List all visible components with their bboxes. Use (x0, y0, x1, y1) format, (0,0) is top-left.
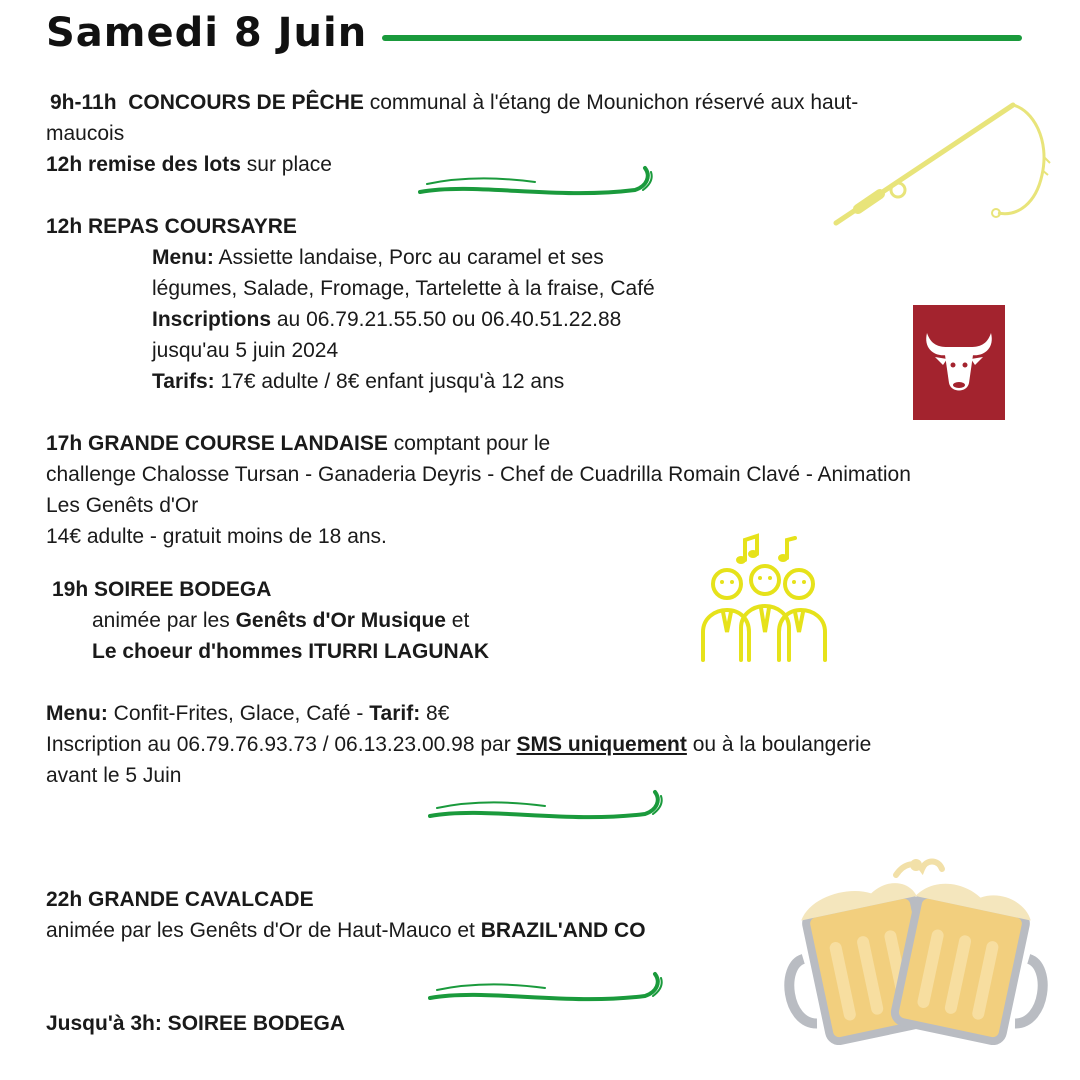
title-divider (382, 35, 1022, 41)
final-bodega: Jusqu'à 3h: SOIREE BODEGA (46, 1012, 346, 1035)
repas-tarifs: Tarifs: 17€ adulte / 8€ enfant jusqu'à 12 ans (152, 370, 565, 393)
cavalcade-title: 22h GRANDE CAVALCADE (46, 888, 314, 911)
repas-menu-2: légumes, Salade, Fromage, Tartelette à la fraise, Café (152, 277, 655, 300)
repas-menu-1: Menu: Assiette landaise, Porc au caramel et ses (152, 246, 604, 269)
course-line-3: Les Genêts d'Or (46, 494, 199, 517)
bodega-inscription-1: Inscription au 06.79.76.93.73 / 06.13.23.00.98 par SMS uniquement ou à la boulangerie (46, 733, 872, 756)
bull-head-icon (913, 305, 1005, 420)
repas-inscriptions-1: Inscriptions au 06.79.21.55.50 ou 06.40.51.22.88 (152, 308, 622, 331)
peche-line-1: 9h-11h CONCOURS DE PÊCHE communal à l'étang de Mounichon réservé aux haut- (50, 91, 859, 114)
bodega-title: 19h SOIREE BODEGA (52, 578, 272, 601)
squiggle-divider-2 (425, 786, 665, 826)
choir-singers-icon (695, 532, 835, 662)
repas-inscriptions-2: jusqu'au 5 juin 2024 (152, 339, 339, 362)
squiggle-divider-1 (415, 162, 655, 202)
page-title: Samedi 8 Juin (46, 10, 368, 56)
peche-lots: 12h remise des lots sur place (46, 153, 332, 176)
beer-mugs-icon (776, 855, 1056, 1045)
bodega-anim: animée par les Genêts d'Or Musique et (92, 609, 470, 632)
repas-title: 12h REPAS COURSAYRE (46, 215, 297, 238)
sms-link[interactable]: SMS uniquement (516, 733, 687, 756)
course-price: 14€ adulte - gratuit moins de 18 ans. (46, 525, 387, 548)
peche-line-2: maucois (46, 122, 125, 145)
squiggle-divider-3 (425, 968, 665, 1008)
bodega-inscription-2: avant le 5 Juin (46, 764, 182, 787)
bodega-menu: Menu: Confit-Frites, Glace, Café - Tarif: 8€ (46, 702, 450, 725)
fishing-rod-icon (828, 95, 1053, 230)
course-line-2: challenge Chalosse Tursan - Ganaderia Deyris - Chef de Cuadrilla Romain Clavé - Animation (46, 463, 911, 486)
cavalcade-anim: animée par les Genêts d'Or de Haut-Mauco et BRAZIL'AND CO (46, 919, 646, 942)
bodega-choeur: Le choeur d'hommes ITURRI LAGUNAK (92, 640, 490, 663)
course-line-1: 17h GRANDE COURSE LANDAISE comptant pour le (46, 432, 551, 455)
